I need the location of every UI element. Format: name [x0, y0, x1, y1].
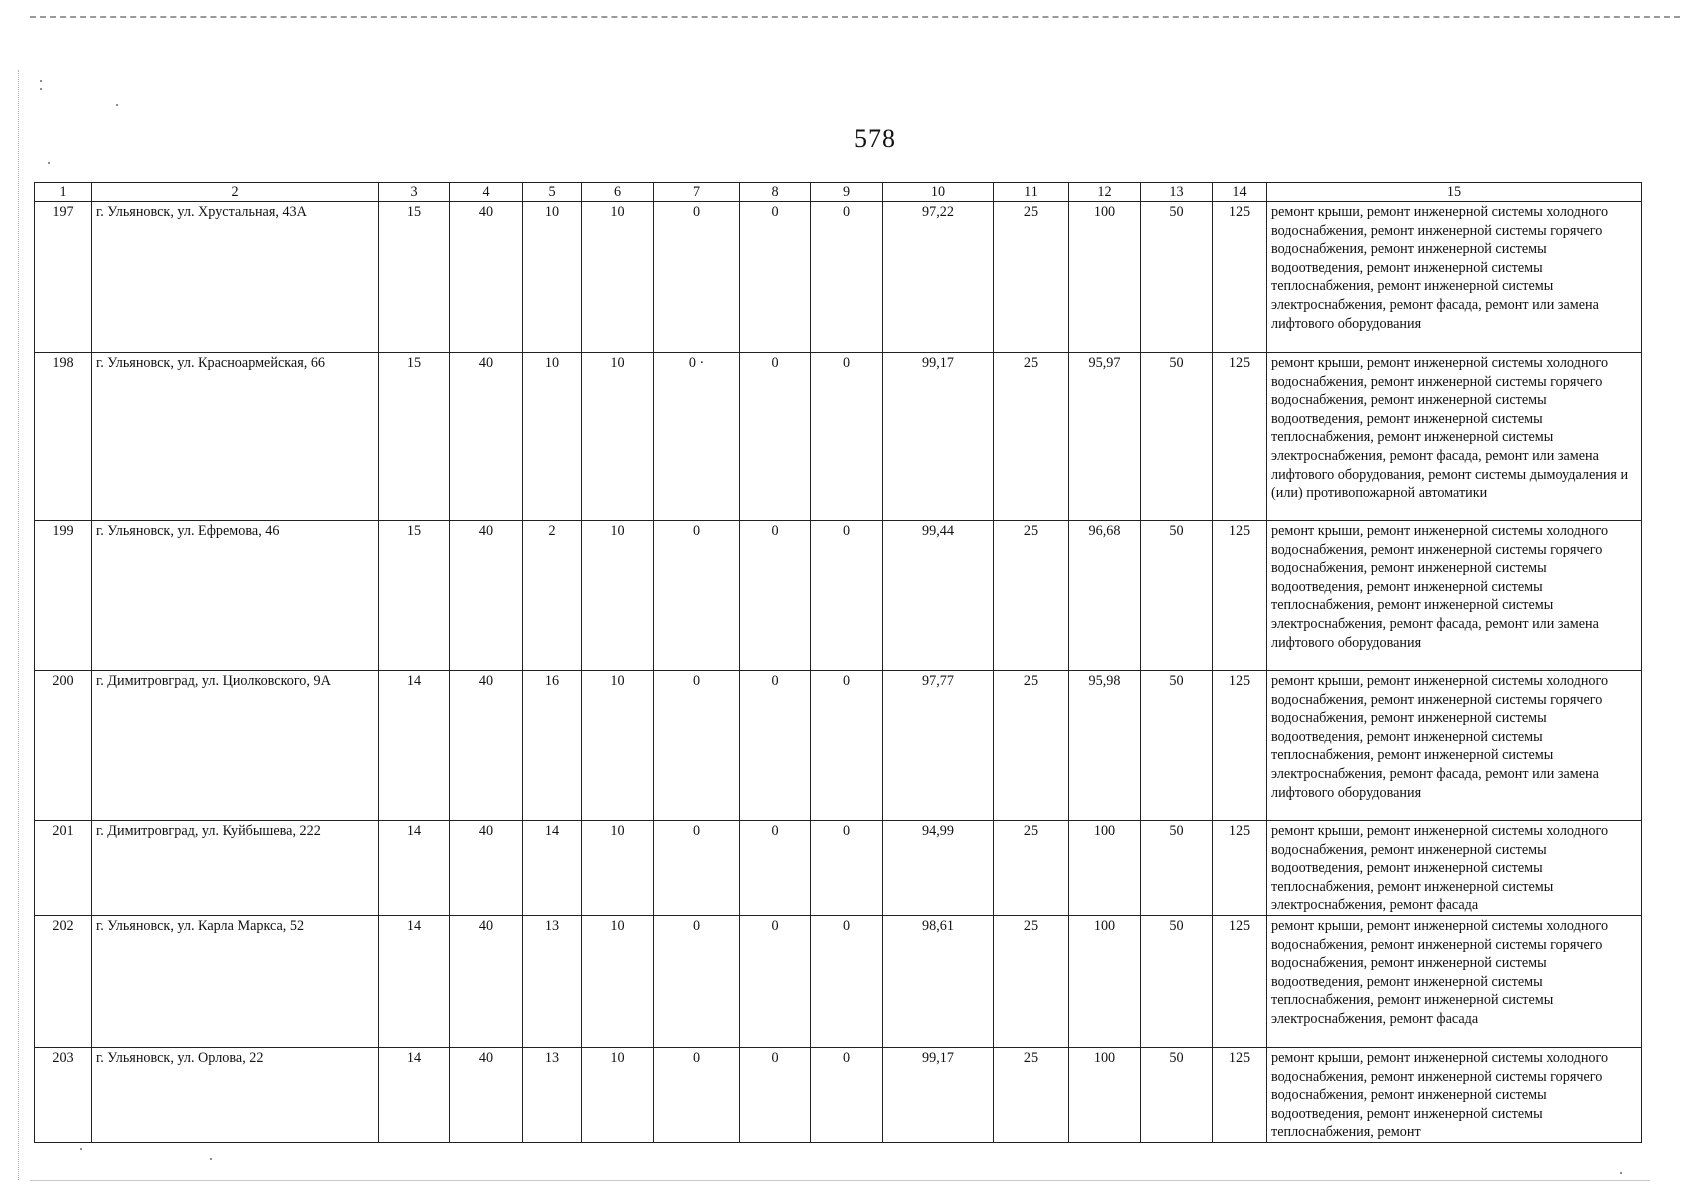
value-cell: 95,98: [1069, 671, 1141, 821]
value-cell: 125: [1213, 353, 1267, 521]
value-cell: 25: [994, 821, 1069, 916]
value-cell: 96,68: [1069, 521, 1141, 671]
value-cell: 25: [994, 671, 1069, 821]
scan-speck: [40, 80, 42, 82]
value-cell: 0: [654, 671, 740, 821]
value-cell: 125: [1213, 821, 1267, 916]
column-header: 2: [92, 183, 379, 202]
column-header: 10: [883, 183, 994, 202]
value-cell: 0: [740, 915, 811, 1047]
value-cell: 13: [523, 915, 582, 1047]
value-cell: 0: [740, 353, 811, 521]
column-header: 6: [582, 183, 654, 202]
value-cell: 40: [450, 1047, 523, 1142]
scan-speck: [1620, 1172, 1622, 1174]
value-cell: 99,44: [883, 521, 994, 671]
address-cell: г. Ульяновск, ул. Ефремова, 46: [92, 521, 379, 671]
value-cell: 0: [811, 1047, 883, 1142]
row-number-cell: 201: [35, 821, 92, 916]
value-cell: 25: [994, 521, 1069, 671]
value-cell: 0: [811, 915, 883, 1047]
value-cell: 40: [450, 821, 523, 916]
address-cell: г. Ульяновск, ул. Хрустальная, 43А: [92, 202, 379, 353]
row-number-cell: 197: [35, 202, 92, 353]
value-cell: 40: [450, 915, 523, 1047]
value-cell: 50: [1141, 915, 1213, 1047]
value-cell: 14: [379, 671, 450, 821]
value-cell: 14: [379, 915, 450, 1047]
value-cell: 125: [1213, 1047, 1267, 1142]
table-row: [35, 1047, 1642, 1142]
value-cell: 15: [379, 202, 450, 353]
column-header: 11: [994, 183, 1069, 202]
works-list-cell: ремонт крыши, ремонт инженерной системы холодного водоснабжения, ремонт инженерной системы горячего водоснабжения, ремонт инженерной системы водоотведения, ремонт инженерной системы теплоснабжения, ремонт инженерной системы электроснабжения, ремонт фасада, ремонт или замена лифтового оборудования: [1267, 671, 1642, 821]
repair-register-table: [34, 182, 1642, 1143]
works-list-cell: ремонт крыши, ремонт инженерной системы холодного водоснабжения, ремонт инженерной системы горячего водоснабжения, ремонт инженерной системы водоотведения, ремонт инженерной системы теплоснабжения, ремонт: [1267, 1047, 1642, 1142]
value-cell: 10: [582, 521, 654, 671]
works-list-cell: ремонт крыши, ремонт инженерной системы холодного водоснабжения, ремонт инженерной системы горячего водоснабжения, ремонт инженерной системы водоотведения, ремонт инженерной системы теплоснабжения, ремонт инженерной системы электроснабжения, ремонт фасада, ремонт или замена лифтового оборудования: [1267, 521, 1642, 671]
value-cell: 0: [740, 202, 811, 353]
table-body: [35, 202, 1642, 1143]
address-cell: г. Ульяновск, ул. Красноармейская, 66: [92, 353, 379, 521]
value-cell: 25: [994, 202, 1069, 353]
value-cell: 125: [1213, 915, 1267, 1047]
value-cell: 100: [1069, 821, 1141, 916]
column-header: 5: [523, 183, 582, 202]
value-cell: 0: [811, 202, 883, 353]
value-cell: 0: [740, 521, 811, 671]
value-cell: 25: [994, 353, 1069, 521]
value-cell: 0: [811, 353, 883, 521]
value-cell: 0: [811, 671, 883, 821]
value-cell: 97,22: [883, 202, 994, 353]
value-cell: 0 ·: [654, 353, 740, 521]
scan-edge-top: [30, 16, 1680, 18]
row-number-cell: 202: [35, 915, 92, 1047]
table-row: [35, 202, 1642, 353]
value-cell: 15: [379, 521, 450, 671]
value-cell: 10: [582, 821, 654, 916]
value-cell: 16: [523, 671, 582, 821]
value-cell: 99,17: [883, 353, 994, 521]
value-cell: 94,99: [883, 821, 994, 916]
column-header: 15: [1267, 183, 1642, 202]
value-cell: 0: [654, 521, 740, 671]
value-cell: 10: [582, 671, 654, 821]
value-cell: 10: [523, 202, 582, 353]
column-header: 8: [740, 183, 811, 202]
column-header: 7: [654, 183, 740, 202]
scan-edge-left: [18, 70, 19, 1180]
scan-speck: [116, 104, 118, 106]
value-cell: 0: [654, 1047, 740, 1142]
table-row: [35, 915, 1642, 1047]
value-cell: 98,61: [883, 915, 994, 1047]
row-number-cell: 203: [35, 1047, 92, 1142]
value-cell: 0: [654, 915, 740, 1047]
works-list-cell: ремонт крыши, ремонт инженерной системы холодного водоснабжения, ремонт инженерной системы горячего водоснабжения, ремонт инженерной системы водоотведения, ремонт инженерной системы теплоснабжения, ремонт инженерной системы электроснабжения, ремонт фасада, ремонт или замена лифтового оборудования: [1267, 202, 1642, 353]
address-cell: г. Ульяновск, ул. Орлова, 22: [92, 1047, 379, 1142]
value-cell: 0: [740, 671, 811, 821]
value-cell: 14: [523, 821, 582, 916]
scan-speck: [210, 1158, 212, 1160]
column-header: 14: [1213, 183, 1267, 202]
value-cell: 0: [740, 1047, 811, 1142]
page-number: 578: [854, 124, 896, 153]
value-cell: 0: [654, 821, 740, 916]
value-cell: 125: [1213, 671, 1267, 821]
address-cell: г. Ульяновск, ул. Карла Маркса, 52: [92, 915, 379, 1047]
scan-speck: [80, 1148, 82, 1150]
value-cell: 2: [523, 521, 582, 671]
value-cell: 14: [379, 821, 450, 916]
value-cell: 99,17: [883, 1047, 994, 1142]
value-cell: 40: [450, 521, 523, 671]
table-row: [35, 521, 1642, 671]
value-cell: 15: [379, 353, 450, 521]
column-header: 13: [1141, 183, 1213, 202]
value-cell: 0: [811, 521, 883, 671]
column-header: 3: [379, 183, 450, 202]
table-row: [35, 353, 1642, 521]
scan-edge-bottom: [30, 1180, 1650, 1181]
value-cell: 50: [1141, 202, 1213, 353]
value-cell: 25: [994, 1047, 1069, 1142]
value-cell: 0: [654, 202, 740, 353]
value-cell: 40: [450, 202, 523, 353]
column-header: 1: [35, 183, 92, 202]
column-header: 9: [811, 183, 883, 202]
value-cell: 50: [1141, 1047, 1213, 1142]
value-cell: 13: [523, 1047, 582, 1142]
value-cell: 10: [582, 353, 654, 521]
column-number-row: [35, 183, 1642, 202]
value-cell: 100: [1069, 915, 1141, 1047]
value-cell: 40: [450, 353, 523, 521]
works-list-cell: ремонт крыши, ремонт инженерной системы холодного водоснабжения, ремонт инженерной системы горячего водоснабжения, ремонт инженерной системы водоотведения, ремонт инженерной системы теплоснабжения, ремонт инженерной системы электроснабжения, ремонт фасада, ремонт или замена лифтового оборудования, ремонт системы дымоудаления и (или) противопожарной автоматики: [1267, 353, 1642, 521]
address-cell: г. Димитровград, ул. Циолковского, 9А: [92, 671, 379, 821]
value-cell: 50: [1141, 353, 1213, 521]
value-cell: 50: [1141, 821, 1213, 916]
scan-speck: [48, 162, 50, 164]
value-cell: 14: [379, 1047, 450, 1142]
row-number-cell: 199: [35, 521, 92, 671]
value-cell: 40: [450, 671, 523, 821]
value-cell: 95,97: [1069, 353, 1141, 521]
column-header: 4: [450, 183, 523, 202]
row-number-cell: 198: [35, 353, 92, 521]
value-cell: 125: [1213, 521, 1267, 671]
table-row: [35, 671, 1642, 821]
value-cell: 10: [582, 1047, 654, 1142]
value-cell: 125: [1213, 202, 1267, 353]
column-header: 12: [1069, 183, 1141, 202]
value-cell: 97,77: [883, 671, 994, 821]
value-cell: 0: [740, 821, 811, 916]
value-cell: 25: [994, 915, 1069, 1047]
table-row: [35, 821, 1642, 916]
value-cell: 10: [582, 202, 654, 353]
works-list-cell: ремонт крыши, ремонт инженерной системы холодного водоснабжения, ремонт инженерной системы водоотведения, ремонт инженерной системы теплоснабжения, ремонт инженерной системы электроснабжения, ремонт фасада: [1267, 821, 1642, 916]
value-cell: 10: [582, 915, 654, 1047]
value-cell: 10: [523, 353, 582, 521]
row-number-cell: 200: [35, 671, 92, 821]
address-cell: г. Димитровград, ул. Куйбышева, 222: [92, 821, 379, 916]
value-cell: 50: [1141, 671, 1213, 821]
value-cell: 0: [811, 821, 883, 916]
value-cell: 50: [1141, 521, 1213, 671]
scan-speck: [40, 88, 42, 90]
value-cell: 100: [1069, 202, 1141, 353]
value-cell: 100: [1069, 1047, 1141, 1142]
works-list-cell: ремонт крыши, ремонт инженерной системы холодного водоснабжения, ремонт инженерной системы горячего водоснабжения, ремонт инженерной системы водоотведения, ремонт инженерной системы теплоснабжения, ремонт инженерной системы электроснабжения, ремонт фасада: [1267, 915, 1642, 1047]
